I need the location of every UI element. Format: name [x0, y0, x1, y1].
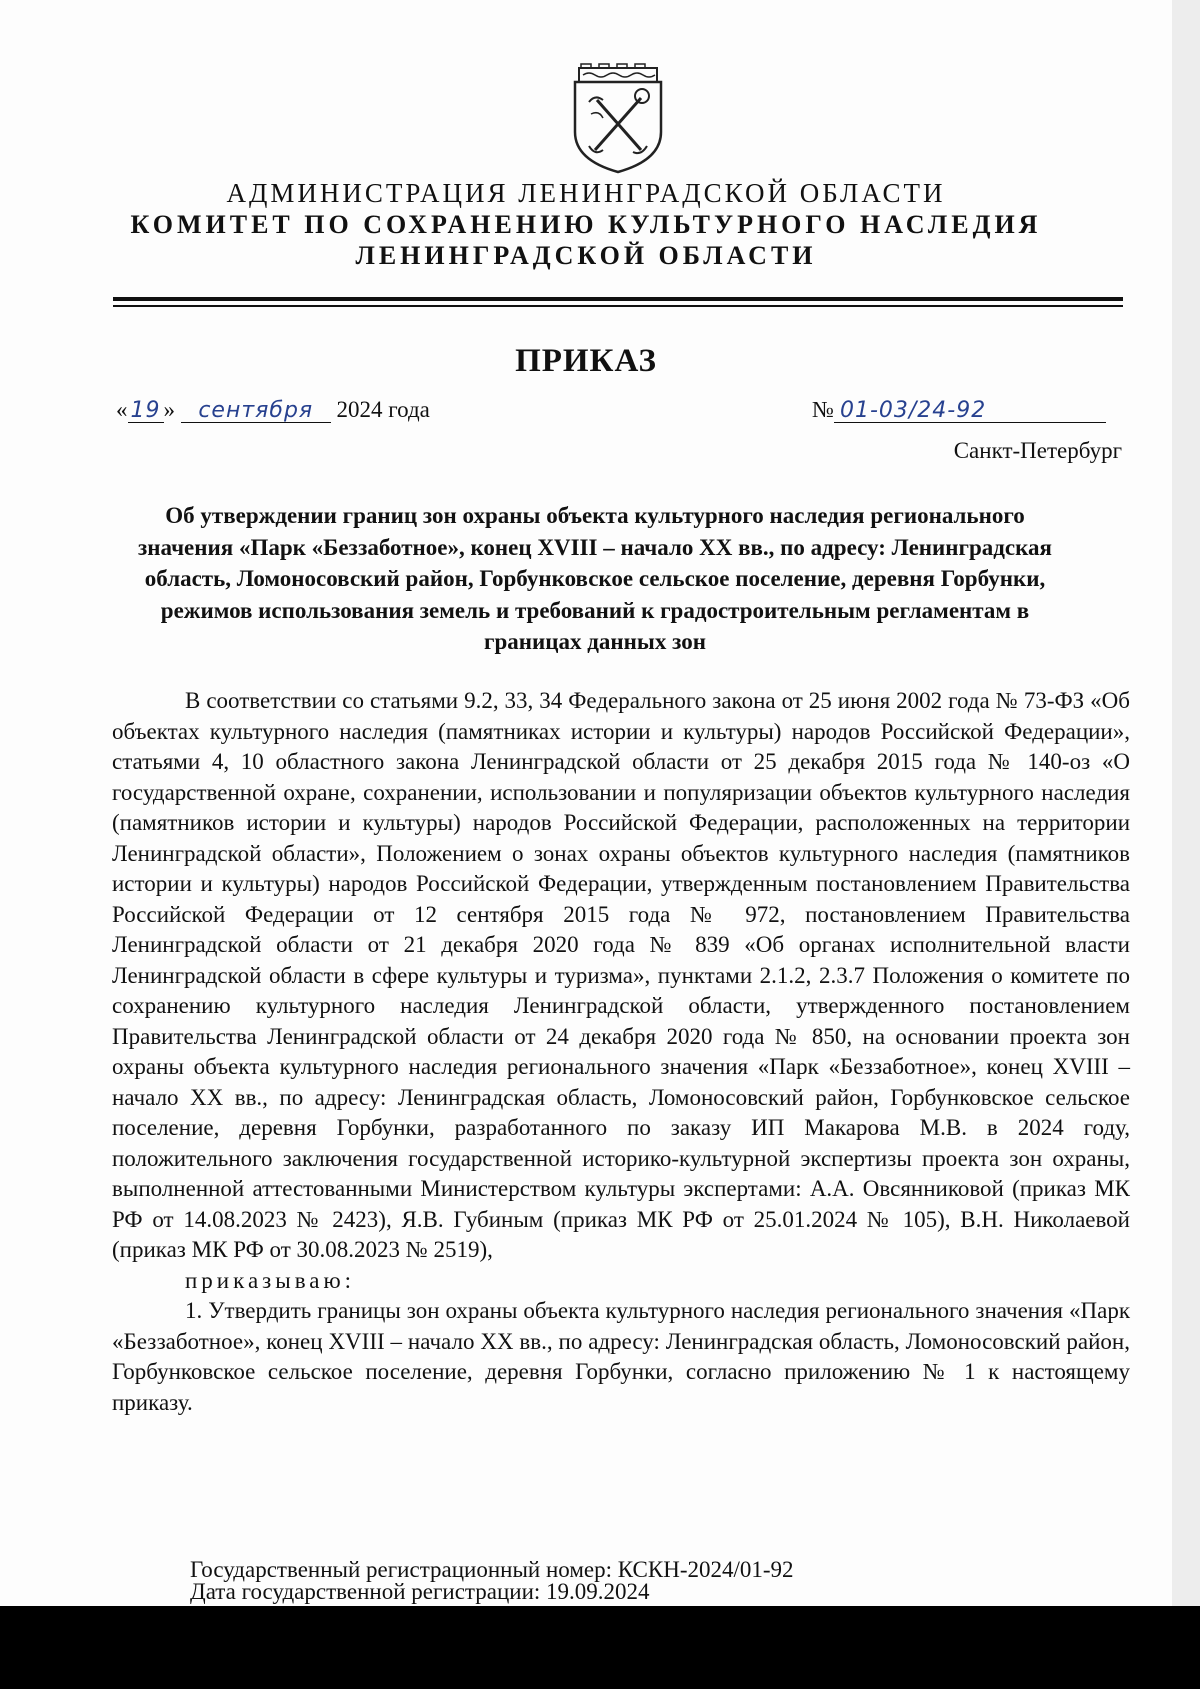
date-day: 19 — [130, 398, 161, 423]
city: Санкт-Петербург — [953, 438, 1122, 463]
header-rule-thick — [113, 297, 1123, 301]
date-month: сентября — [198, 398, 314, 423]
date-month-field — [181, 399, 331, 423]
preamble-paragraph: В соответствии со статьями 9.2, 33, 34 Федерального закона от 25 июня 2002 года № 73-ФЗ «Об объектах культурного наследия (памятниках истории и культуры) народов Российской Федерации», статьями 4, 10 областного закона Ленинградской области от 25 декабря 2015 года № 140-оз «О государственной охране, сохранении, использовании и популяризации объектов культурного наследия (памятников истории и культуры) народов Российской Федерации, расположенных на территории Ленинградской области», Положением о зонах охраны объектов культурного наследия (памятников истории и культуры) народов Российской Федерации, утвержденным постановлением Правительства Российской Федерации от 12 сентября 2015 года № 972, постановлением Правительства Ленинградской области от 21 декабря 2020 года № 839 «Об органах исполнительной власти Ленинградской области в сфере культуры и туризма», пунктами 2.1.2, 2.3.7 Положения о комитете по сохранению культурного наследия Ленинградской области, утвержденного постановлением Правительства Ленинградской области от 24 декабря 2020 года № 850, на основании проекта зон охраны объекта культурного наследия регионального значения «Парк «Беззаботное», конец XVIII – начало XX вв., по адресу: Ленинградская область, Ломоносовский район, Горбунковское сельское поселение, деревня Горбунки, разработанного по заказу ИП Макарова М.В. в 2024 году, положительного заключения государственной историко-культурной экспертизы проекта зон охраны, выполненной аттестованными Министерством культуры экспертами: А.А. Овсянниковой (приказ МК РФ от 14.08.2023 № 2423), Я.В. Губиным (приказ МК РФ от 25.01.2024 № 105), В.Н. Николаевой (приказ МК РФ от 30.08.2023 № 2519), — [112, 688, 1130, 1262]
date-year: 2024 года — [336, 397, 430, 422]
item-1-paragraph: 1. Утвердить границы зон охраны объекта культурного наследия регионального значения «Парк «Беззаботное», конец XVIII – начало XX вв., по адресу: Ленинградская область, Ломоносовский район, Горбунковское сельское поселение, деревня Горбунки, согласно приложению № 1 к настоящему приказу. — [112, 1298, 1130, 1415]
order-number — [812, 397, 1106, 423]
scan-margin-right — [1172, 0, 1200, 1606]
number-field — [834, 399, 1106, 423]
coat-of-arms-icon — [569, 62, 667, 174]
order-title: ПРИКАЗ — [515, 343, 657, 379]
registration-number: Государственный регистрационный номер: КСКН-2024/01-92 — [190, 1557, 794, 1582]
number-value: 01-03/24-92 — [839, 398, 987, 423]
order-subject: Об утверждении границ зон охраны объекта культурного наследия регионального значения «Парк «Беззаботное», конец XVIII – начало XX вв., по адресу: Ленинградская область, Ломоносовский район, Горбунковское сельское поселение, деревня Горбунки, режимов использования земель и требований к градостроительным регламентам в границах данных зон — [138, 503, 1052, 654]
scan-margin-bottom — [0, 1606, 1200, 1689]
date-day-field — [128, 399, 164, 423]
registration-stamp — [190, 1559, 794, 1603]
date-close-quote: » — [163, 397, 175, 422]
number-prefix: № — [812, 397, 834, 422]
registration-date: Дата государственной регистрации: 19.09.2024 — [190, 1579, 650, 1604]
header-rule-thin — [113, 305, 1123, 307]
header-region: ЛЕНИНГРАДСКОЙ ОБЛАСТИ — [355, 241, 817, 270]
command-word: приказываю: — [185, 1267, 356, 1293]
header-administration: АДМИНИСТРАЦИЯ ЛЕНИНГРАДСКОЙ ОБЛАСТИ — [226, 178, 946, 208]
order-date — [116, 397, 430, 423]
date-open-quote: « — [116, 397, 128, 422]
order-body — [112, 686, 1130, 1418]
header-committee: КОМИТЕТ ПО СОХРАНЕНИЮ КУЛЬТУРНОГО НАСЛЕДИЯ — [130, 210, 1042, 239]
